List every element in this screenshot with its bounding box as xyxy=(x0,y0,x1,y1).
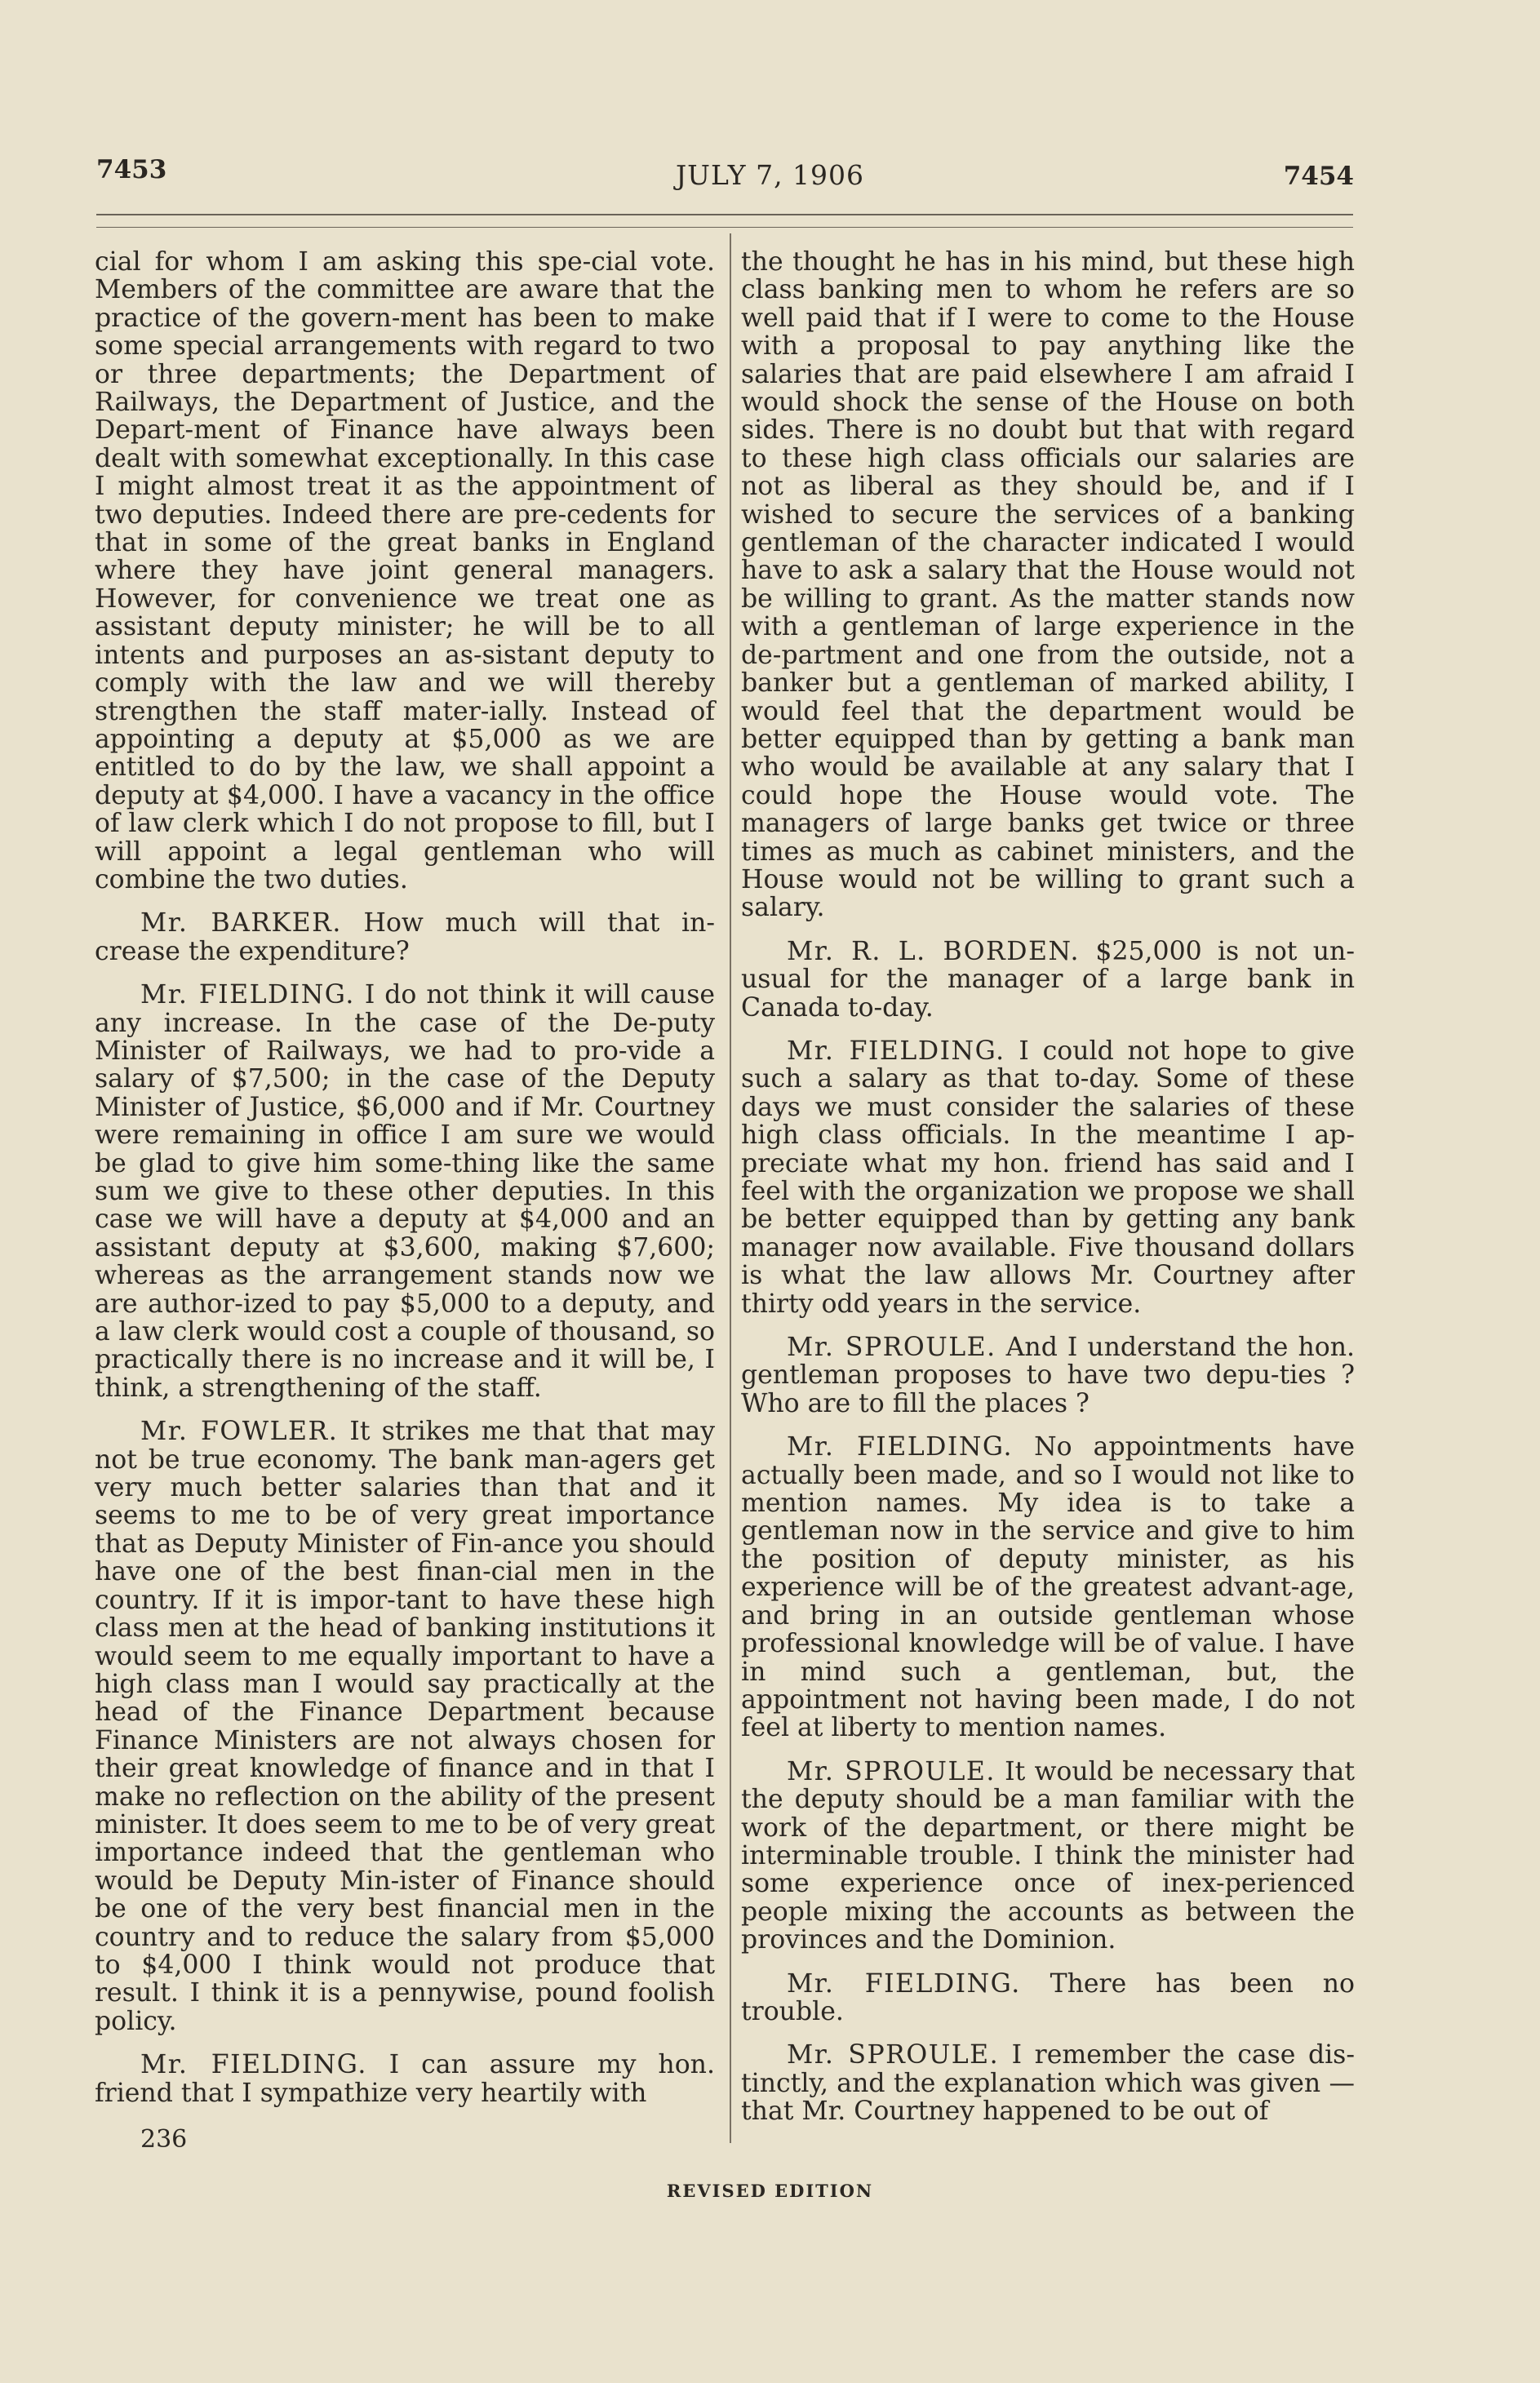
paragraph-text: And I understand the hon. gentleman proposes to have two depu-ties ? Who are to fill the places ? xyxy=(741,1333,1356,1418)
paragraph-text: I can assure my hon. friend that I sympathize very heartily with xyxy=(95,2050,715,2108)
paragraph-text: It would be necessary that the deputy should be a man familiar with the work of the department, or there might be interminable trouble. I think the minister had some experience once of inex-perienced people mixing the accounts as between the provinces and the Dominion. xyxy=(741,1756,1355,1955)
speaker-name: Mr. R. L. BORDEN. xyxy=(787,936,1081,966)
paragraph-text: the thought he has in his mind, but these high class banking men to whom he refers are so well paid that if I were to come to the House with a proposal to pay anything like the salaries that are paid elsewhere I am afraid I would shock the sense of the House on both sides. There is no doubt but that with regard to these high class officials our salaries are not as liberal as they should be, and if I wished to secure the services of a banking gentleman of the character indicated I would have to ask a salary that the House would not be willing to grant. As the matter stands now with a gentleman of large experience in the de-partment and one from the outside, not a banker but a gentleman of marked ability, I would feel that the department would be better equipped than by getting a bank man who would be available at any salary that I could hope the House would vote. The managers of large banks get twice or three times as much as cabinet ministers, and the House would not be willing to grant such a salary. xyxy=(741,247,1355,923)
page-number-right: 7454 xyxy=(1283,162,1354,191)
page-date-header: JULY 7, 1906 xyxy=(675,159,865,191)
speaker-name: Mr. FIELDING. xyxy=(140,980,355,1010)
paragraph xyxy=(741,1037,1355,1318)
paragraph xyxy=(95,1418,715,2035)
paragraph xyxy=(741,2041,1355,2125)
paragraph xyxy=(741,938,1355,1022)
paragraph xyxy=(741,1334,1355,1418)
paragraph-text: No appointments have actually been made, and so I would not like to mention names. My idea is to take a gentleman now in the service and give to him the position of deputy minister, as his experience will be of the greatest advant-age, and bring in an outside gentleman whose professional knowledge will be of value. I have in mind such a gentleman, but, the appointment not having been made, I do not feel at liberty to mention names. xyxy=(741,1432,1355,1743)
speaker-name: Mr. BARKER. xyxy=(140,908,342,939)
paragraph xyxy=(95,2051,715,2107)
paragraph xyxy=(95,981,715,1402)
paragraph xyxy=(741,248,1355,922)
paragraph-text: I remember the case dis-tinctly, and the explanation which was given —that Mr. Courtney happened to be out of xyxy=(741,2040,1355,2127)
page-number-left: 7453 xyxy=(96,155,167,184)
header-rule xyxy=(96,214,1353,215)
speaker-name: Mr. FIELDING. xyxy=(787,1036,1005,1066)
paragraph xyxy=(95,909,715,965)
paragraph xyxy=(741,1433,1355,1742)
paragraph-text: I do not think it will cause any increase. In the case of the De-puty Minister of Railways, we had to pro-vide a salary of $7,500; in the case of the Deputy Minister of Justice, $6,000 and if Mr. Courtney were remaining in office I am sure we would be glad to give him some-thing like the same sum we give to these other deputies. In this case we will have a deputy at $4,000 and an assistant deputy at $3,600, making $7,600; whereas as the arrangement stands now we are author-ized to pay $5,000 to a deputy, and a law clerk would cost a couple of thousand, so practically there is no increase and it will be, I think, a strengthening of the staff. xyxy=(95,980,716,1403)
speaker-name: Mr. SPROULE. xyxy=(787,1756,996,1786)
speaker-name: Mr. FIELDING. xyxy=(787,1432,1013,1462)
speaker-name: Mr. FIELDING. xyxy=(140,2050,367,2080)
paragraph-text: How much will that in-crease the expenditure? xyxy=(95,908,716,966)
paragraph-text: I could not hope to give such a salary as that to-day. Some of these days we must consider the salaries of these high class officials. In the meantime I ap-preciate what my hon. friend has said and I feel with the organization we propose we shall be better equipped than by getting any bank manager now available. Five thousand dollars is what the law allows Mr. Courtney after thirty odd years in the service. xyxy=(741,1036,1356,1319)
right-column xyxy=(741,248,1355,2141)
speaker-name: Mr. FIELDING. xyxy=(787,1968,1021,1999)
paragraph xyxy=(95,248,715,894)
left-column xyxy=(95,248,715,2123)
paragraph-text: cial for whom I am asking this spe-cial vote. Members of the committee are aware that the practice of the govern-ment has been to make some special arrangements with regard to two or three departments; the Department of Railways, the Department of Justice, and the Depart-ment of Finance have always been dealt with somewhat exceptionally. In this case I might almost treat it as the appointment of two deputies. Indeed there are pre-cedents for that in some of the great banks in England where they have joint general managers. However, for convenience we treat one as assistant deputy minister; he will be to all intents and purposes an as-sistant deputy to comply with the law and we will thereby strengthen the staff mater-ially. Instead of appointing a deputy at $5,000 as we are entitled to do by the law, we shall appoint a deputy at $4,000. I have a vacancy in the office of law clerk which I do not propose to fill, but I will appoint a legal gentleman who will combine the two duties. xyxy=(95,247,715,894)
speaker-name: Mr. FOWLER. xyxy=(140,1417,339,1447)
speaker-name: Mr. SPROULE. xyxy=(787,2040,1000,2070)
paragraph-text: There has been no trouble. xyxy=(741,1968,1355,2026)
paragraph xyxy=(741,1758,1355,1955)
speaker-name: Mr. SPROULE. xyxy=(787,1333,996,1363)
header-rule-thin xyxy=(96,227,1353,228)
paragraph-text: $25,000 is not un-usual for the manager of a large bank in Canada to-day. xyxy=(741,936,1355,1023)
paragraph xyxy=(741,1970,1355,2026)
paragraph-text: It strikes me that that may not be true economy. The bank man-agers get very much better salaries than that and it seems to me to be of very great importance that as Deputy Minister of Fin-ance you should have one of the best finan-cial men in the country. If it is impor-tant to have these high class men at the head of banking institutions it would seem to me equally important to have a high class man I would say practically at the head of the Finance Department because Finance Ministers are not always chosen for their great knowledge of finance and in that I make no reflection on the ability of the present minister. It does seem to me to be of very great importance indeed that the gentleman who would be Deputy Min-ister of Finance should be one of the very best financial men in the country and to reduce the salary from $5,000 to $4,000 I think would not produce that result. I think it is a pennywise, pound foolish policy. xyxy=(95,1417,715,2036)
signature-number: 236 xyxy=(140,2125,188,2154)
edition-footer: REVISED EDITION xyxy=(666,2181,874,2201)
column-divider xyxy=(730,233,731,2143)
